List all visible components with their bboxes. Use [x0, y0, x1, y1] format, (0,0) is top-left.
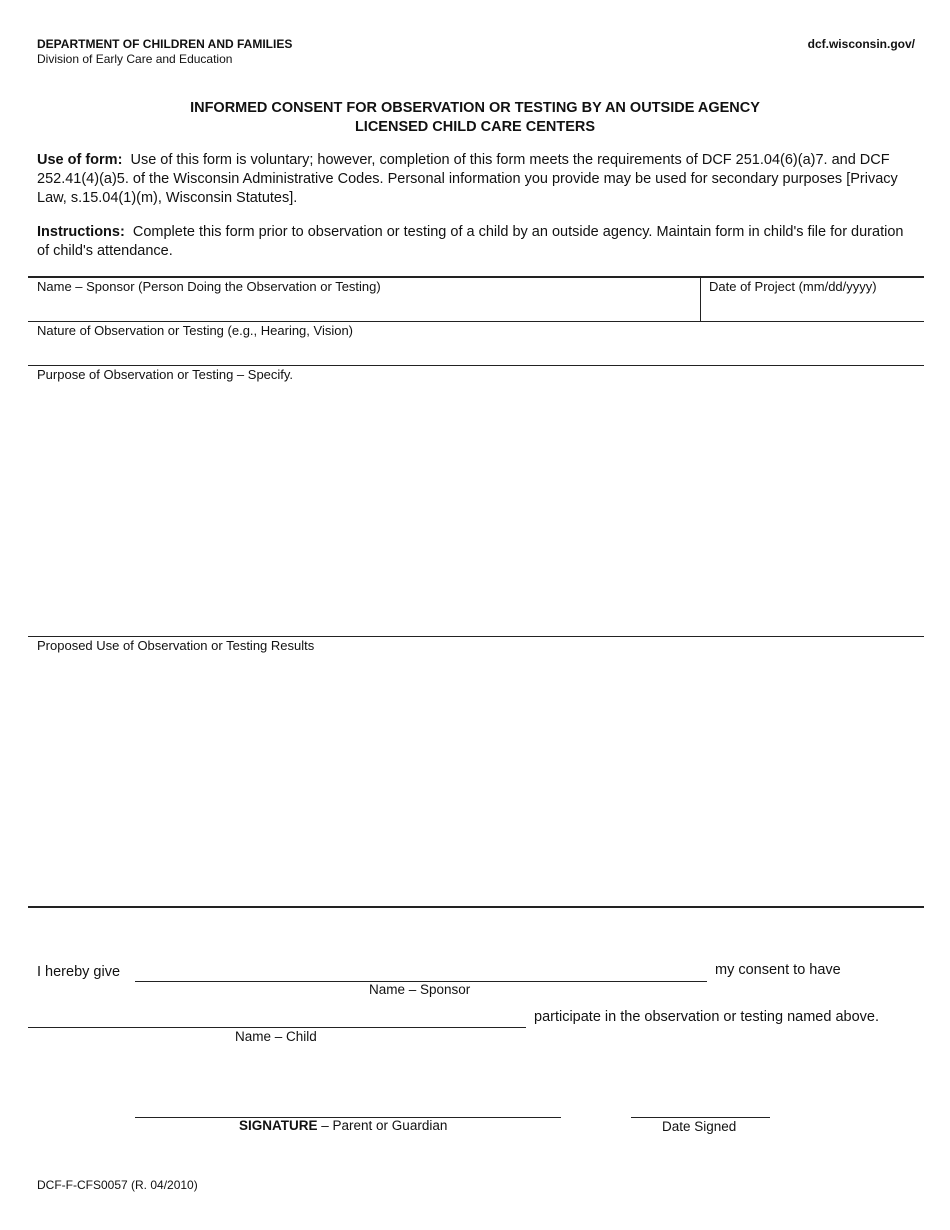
name-child-caption: Name – Child: [235, 1029, 317, 1044]
nature-label: Nature of Observation or Testing (e.g., Hearing, Vision): [37, 323, 354, 338]
section-top-rule: [28, 276, 924, 278]
date-of-project-label: Date of Project (mm/dd/yyyy): [709, 279, 877, 294]
row-rule: [28, 636, 924, 637]
purpose-label: Purpose of Observation or Testing – Specify.: [37, 367, 294, 382]
purpose-field[interactable]: [30, 386, 922, 634]
instructions-text: Complete this form prior to observation or testing of a child by an outside agency. Maintain form in child's file for duration of child's attendance.: [37, 224, 904, 259]
signature-caption: [239, 1118, 447, 1133]
form-number: DCF-F-CFS0057 (R. 04/2010): [37, 1178, 198, 1192]
form-subtitle: LICENSED CHILD CARE CENTERS: [354, 119, 596, 135]
row-rule: [28, 321, 924, 322]
child-name-line[interactable]: [28, 1027, 526, 1028]
signature-rest-label: – Parent or Guardian: [317, 1118, 448, 1133]
row-rule: [28, 365, 924, 366]
website-link[interactable]: dcf.wisconsin.gov/: [807, 37, 915, 51]
form-title: INFORMED CONSENT FOR OBSERVATION OR TESTING BY AN OUTSIDE AGENCY: [190, 100, 760, 116]
proposed-use-label: Proposed Use of Observation or Testing Results: [37, 638, 315, 653]
signature-bold-label: SIGNATURE: [239, 1118, 318, 1133]
use-of-form-label: Use of form:: [37, 152, 123, 168]
i-hereby-give-text: I hereby give: [37, 964, 121, 980]
use-of-form-text: Use of this form is voluntary; however, completion of this form meets the requirements of DCF 251.04(6)(a)7. and DCF 252.41(4)(a)5. of the Wisconsin Administrative Codes. Personal information you provide may be used for secondary purposes [Privacy Law, s.15.04(1)(m), Wisconsin Statutes].: [37, 152, 898, 206]
section-bottom-rule: [28, 906, 924, 908]
my-consent-text: my consent to have: [715, 962, 841, 978]
date-signed-caption: Date Signed: [662, 1119, 737, 1134]
division-name: Division of Early Care and Education: [37, 52, 233, 66]
date-signed-line[interactable]: [631, 1117, 770, 1118]
date-of-project-field[interactable]: [702, 298, 922, 320]
nature-field[interactable]: [30, 342, 922, 364]
department-name: DEPARTMENT OF CHILDREN AND FAMILIES: [37, 37, 293, 51]
use-of-form-paragraph: [37, 151, 917, 208]
name-sponsor-label: Name – Sponsor (Person Doing the Observation or Testing): [37, 279, 381, 294]
instructions-paragraph: [37, 223, 917, 261]
field-divider: [700, 277, 701, 321]
name-sponsor-caption: Name – Sponsor: [369, 982, 471, 997]
name-sponsor-field[interactable]: [30, 298, 698, 320]
proposed-use-field[interactable]: [30, 657, 922, 903]
participate-text: participate in the observation or testing named above.: [534, 1009, 879, 1025]
instructions-label: Instructions:: [37, 224, 125, 240]
